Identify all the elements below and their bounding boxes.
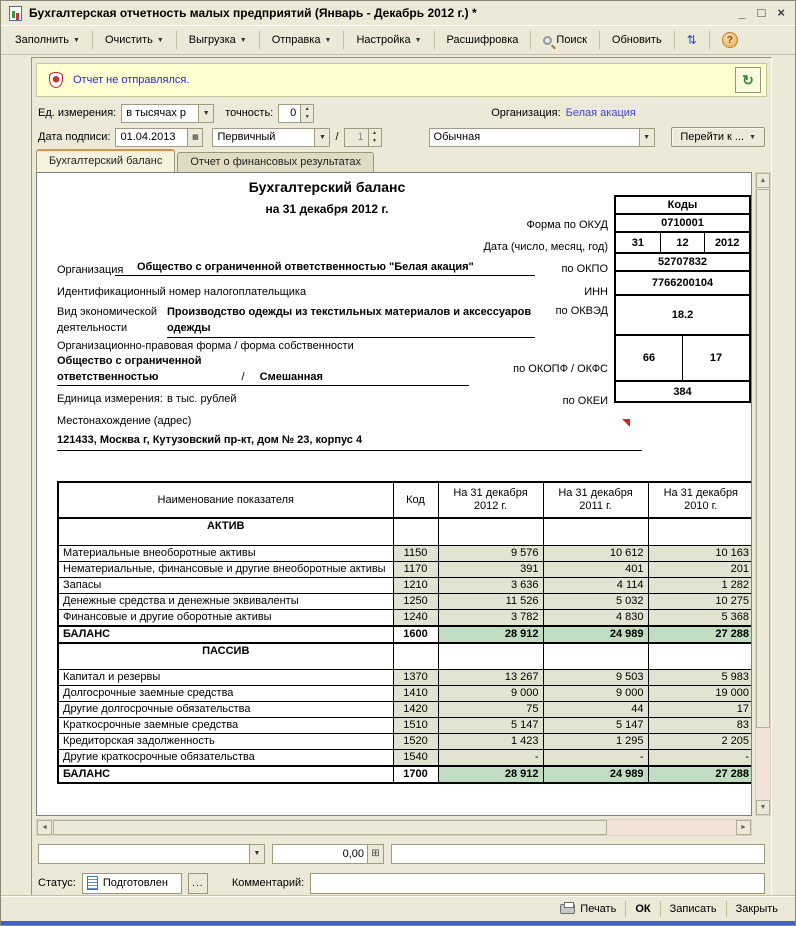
legal-form-value2: ответственностью <box>57 371 159 383</box>
bottom-button-bar <box>1 895 795 921</box>
clear-button[interactable]: Очистить ▼ <box>104 34 164 46</box>
chevron-down-icon: ▼ <box>414 36 422 44</box>
form-region <box>36 172 771 816</box>
refresh-button[interactable]: Обновить <box>611 34 662 46</box>
chevron-down-icon: ▼ <box>73 36 80 44</box>
cell-2010[interactable]: 83 <box>648 718 752 734</box>
balance-data-row <box>58 686 752 702</box>
report-status-emblem-icon <box>49 72 63 88</box>
tab-financial-results[interactable]: Отчет о финансовых результатах <box>177 152 374 172</box>
cell-2012[interactable]: 391 <box>438 561 543 577</box>
hscroll-region <box>36 819 771 836</box>
balance-table <box>57 481 752 784</box>
cell-2010[interactable]: 201 <box>648 561 752 577</box>
settings-button[interactable]: Настройка ▼ <box>356 34 422 46</box>
chevron-down-icon: ▼ <box>749 133 756 141</box>
print-button[interactable]: Печать <box>551 900 625 918</box>
cell-2010[interactable]: 19 000 <box>648 686 752 702</box>
decode-button[interactable]: Расшифровка <box>446 34 519 46</box>
unit-caption: Единица измерения: <box>57 393 163 405</box>
cell-2011[interactable]: 44 <box>543 702 648 718</box>
unit-value: в тыс. рублей <box>167 393 237 405</box>
date-day-cell[interactable]: 31 <box>631 236 644 249</box>
balance-data-row <box>58 718 752 734</box>
window-title: Бухгалтерская отчетность малых предприятий (Январь - Декабрь 2012 г.) * <box>29 6 477 20</box>
notification-text: Отчет не отправлялся. <box>73 74 190 86</box>
window-controls <box>738 6 785 20</box>
chevron-down-icon: ▼ <box>324 36 332 44</box>
help-icon: ? <box>722 32 738 48</box>
toolbar-separator <box>530 31 531 49</box>
org-caption: Организация <box>57 264 124 276</box>
cell-code[interactable]: 1250 <box>393 593 438 609</box>
cell-name: Краткосрочные заемные средства <box>58 718 393 734</box>
cell-2010: 27 288 <box>648 766 752 783</box>
cell-name: Материальные внеоборотные активы <box>58 545 393 561</box>
inn-label: ИНН <box>584 286 608 298</box>
okei-label: по ОКЕИ <box>562 395 608 407</box>
chevron-down-icon: ▼ <box>239 36 247 44</box>
slash-label: / <box>335 131 339 143</box>
scroll-up-icon[interactable]: ▲ <box>756 173 770 188</box>
bottom-select[interactable] <box>38 844 265 864</box>
cell-2012[interactable]: 5 147 <box>438 718 543 734</box>
minimize-icon[interactable]: _ <box>738 5 746 20</box>
cell-name: Нематериальные, финансовые и другие внеоборотные активы <box>58 561 393 577</box>
cell-code[interactable]: 1370 <box>393 670 438 686</box>
legal-form-line2[interactable] <box>57 371 469 386</box>
inn-caption: Идентификационный номер налогоплательщика <box>57 286 307 298</box>
header-code: Код <box>393 482 438 518</box>
date-code-cells <box>614 231 751 254</box>
spin-up-icon[interactable]: ▲ <box>301 105 313 114</box>
status-value: Подготовлен <box>102 877 168 889</box>
ownership-value: Смешанная <box>259 371 323 383</box>
variant-select[interactable]: Обычная ▼ <box>429 128 655 147</box>
balance-form <box>36 172 752 816</box>
params-row-1 <box>32 101 771 125</box>
calendar-icon[interactable]: ▦ <box>187 129 202 146</box>
chevron-down-icon[interactable]: ▼ <box>639 129 654 146</box>
comment-input[interactable] <box>310 873 765 894</box>
cell-2012[interactable]: 3 636 <box>438 577 543 593</box>
spin-down-icon: ▼ <box>369 137 381 146</box>
header-indicator: Наименование показателя <box>58 482 393 518</box>
okud-code-cell[interactable]: 0710001 <box>614 213 751 233</box>
search-button[interactable]: Поиск <box>535 29 594 51</box>
balance-data-row <box>58 577 752 593</box>
cell-2011 <box>543 518 648 545</box>
date-month-cell[interactable]: 12 <box>660 233 705 252</box>
cell-name: Денежные средства и денежные эквиваленты <box>58 593 393 609</box>
organization-link[interactable]: Белая акация <box>565 107 636 119</box>
organization-label: Организация: <box>491 107 561 119</box>
cell-code[interactable]: 1170 <box>393 561 438 577</box>
codes-box <box>614 195 751 403</box>
cell-2012[interactable]: 13 267 <box>438 670 543 686</box>
title-bar <box>1 1 795 25</box>
cell-2010[interactable]: 10 163 <box>648 545 752 561</box>
cell-name: БАЛАНС <box>58 766 393 783</box>
up-down-arrows-icon: ⇅ <box>686 33 697 47</box>
ok-button[interactable]: ОК <box>635 902 651 915</box>
refresh-icon: ↻ <box>742 71 754 88</box>
cell-2012[interactable]: 1 423 <box>438 734 543 750</box>
okpo-label: по ОКПО <box>561 263 608 275</box>
okpo-code-cell[interactable]: 52707832 <box>614 252 751 272</box>
balance-section-row <box>58 518 752 545</box>
cell-2012[interactable]: - <box>438 750 543 767</box>
notification-bar <box>36 63 767 97</box>
cell-code <box>393 518 438 545</box>
cell-2010[interactable]: 5 983 <box>648 670 752 686</box>
cell-code[interactable]: 1210 <box>393 577 438 593</box>
goto-button[interactable]: Перейти к ... ▼ <box>671 127 765 147</box>
cell-code[interactable]: 1540 <box>393 750 438 767</box>
legal-form-caption: Организационно-правовая форма / форма собственности <box>57 340 354 352</box>
inn-code-cell[interactable]: 7766200104 <box>614 270 751 296</box>
status-field[interactable] <box>82 873 182 894</box>
note-marker-icon <box>622 419 630 427</box>
form-subtitle: на 31 декабря 2012 г. <box>265 202 389 216</box>
codes-header: Коды <box>614 195 751 215</box>
header-2010: На 31 декабря 2010 г. <box>648 482 752 518</box>
cell-2012[interactable]: 11 526 <box>438 593 543 609</box>
cell-name: Другие долгосрочные обязательства <box>58 702 393 718</box>
cell-name: Капитал и резервы <box>58 670 393 686</box>
cell-2012[interactable]: 9 000 <box>438 686 543 702</box>
balance-data-row <box>58 609 752 626</box>
cell-2012 <box>438 643 543 670</box>
cell-2010 <box>648 518 752 545</box>
date-year-cell[interactable]: 2012 <box>704 233 749 252</box>
cell-2011[interactable]: - <box>543 750 648 767</box>
cell-2011[interactable]: 5 032 <box>543 593 648 609</box>
cell-2012: 28 912 <box>438 626 543 643</box>
window-bottom-edge <box>1 921 795 925</box>
cell-2011[interactable]: 401 <box>543 561 648 577</box>
okved-code-cell[interactable]: 18.2 <box>614 294 751 336</box>
address-caption: Местонахождение (адрес) <box>57 415 192 427</box>
toolbar-separator <box>176 31 177 49</box>
address-value[interactable]: 121433, Москва г, Кутузовский пр-кт, дом № 23, корпус 4 <box>57 434 642 451</box>
cell-2011: 24 989 <box>543 766 648 783</box>
cell-code: 1700 <box>393 766 438 783</box>
document-icon <box>87 876 98 890</box>
balance-total-row <box>58 626 752 643</box>
header-2012: На 31 декабря 2012 г. <box>438 482 543 518</box>
bottom-controls <box>38 843 765 864</box>
balance-total-row <box>58 766 752 783</box>
close-button[interactable]: Закрыть <box>735 902 778 915</box>
toolbar-separator <box>599 31 600 49</box>
okfs-cell[interactable]: 17 <box>682 336 749 380</box>
cell-name: Кредиторская задолженность <box>58 734 393 750</box>
activity-caption: Вид экономической деятельности <box>57 306 158 334</box>
cell-2012: 28 912 <box>438 766 543 783</box>
cell-2011[interactable]: 10 612 <box>543 545 648 561</box>
horizontal-scroll-thumb[interactable] <box>53 820 607 835</box>
save-button[interactable]: Записать <box>669 902 717 915</box>
toolbar-separator <box>259 31 260 49</box>
cell-2010[interactable]: 10 275 <box>648 593 752 609</box>
scroll-right-icon[interactable]: ► <box>736 820 751 835</box>
activity-value[interactable]: Производство одежды из текстильных материалов и аксессуаров одежды <box>167 304 535 338</box>
amount-field[interactable] <box>272 844 384 864</box>
vertical-scroll-track[interactable] <box>756 188 770 800</box>
toolbar-separator <box>709 31 710 49</box>
cell-2011[interactable]: 5 147 <box>543 718 648 734</box>
okopf-label: по ОКОПФ / ОКФС <box>513 363 608 375</box>
form-title: Бухгалтерский баланс <box>248 179 406 195</box>
cell-2010[interactable]: - <box>648 750 752 767</box>
unit-select[interactable]: в тысячах р ▼ <box>121 104 214 123</box>
sign-date-field[interactable]: 01.04.2013 ▦ <box>115 128 203 147</box>
cell-code <box>393 643 438 670</box>
cell-2010[interactable]: 1 282 <box>648 577 752 593</box>
cell-name: Финансовые и другие оборотные активы <box>58 609 393 626</box>
balance-data-row <box>58 545 752 561</box>
toolbar-separator <box>434 31 435 49</box>
calculator-icon[interactable]: ⊞ <box>367 845 383 863</box>
legal-form-line1[interactable]: Общество с ограниченной <box>57 355 202 367</box>
cell-2011[interactable]: 1 295 <box>543 734 648 750</box>
cell-name: АКТИВ <box>58 518 393 545</box>
cell-2011[interactable]: 9 503 <box>543 670 648 686</box>
cell-2011[interactable]: 4 830 <box>543 609 648 626</box>
status-row <box>38 872 765 894</box>
cell-name: ПАССИВ <box>58 643 393 670</box>
cell-code[interactable]: 1510 <box>393 718 438 734</box>
tab-strip <box>32 149 771 172</box>
scroll-left-icon[interactable]: ◄ <box>37 820 52 835</box>
cell-name: Запасы <box>58 577 393 593</box>
balance-data-row <box>58 734 752 750</box>
okei-code-cell[interactable]: 384 <box>614 380 751 403</box>
status-label: Статус: <box>38 877 76 889</box>
cell-code[interactable]: 1240 <box>393 609 438 626</box>
unit-label: Ед. измерения: <box>38 107 117 119</box>
cell-2012 <box>438 518 543 545</box>
cell-2010[interactable]: 2 205 <box>648 734 752 750</box>
refresh-status-button[interactable] <box>735 67 761 93</box>
date-label: Дата (число, месяц, год) <box>483 241 608 253</box>
cell-name: Долгосрочные заемные средства <box>58 686 393 702</box>
cell-name: БАЛАНС <box>58 626 393 643</box>
reorder-button[interactable] <box>679 29 705 51</box>
cell-2012[interactable]: 9 576 <box>438 545 543 561</box>
correction-number-stepper: 1 ▲ ▼ <box>344 128 382 147</box>
search-icon <box>543 36 552 45</box>
vertical-scroll-thumb[interactable] <box>756 189 770 728</box>
scroll-down-icon[interactable]: ▼ <box>756 800 770 815</box>
cell-code[interactable]: 1410 <box>393 686 438 702</box>
amount-value: 0,00 <box>342 847 364 860</box>
chevron-down-icon: ▼ <box>156 36 164 44</box>
balance-section-row <box>58 643 752 670</box>
header-2011: На 31 декабря 2011 г. <box>543 482 648 518</box>
bottom-text-input[interactable] <box>391 844 765 864</box>
send-button[interactable]: Отправка ▼ <box>271 34 332 46</box>
precision-stepper[interactable]: 0 ▲ ▼ <box>278 104 314 123</box>
horizontal-scrollbar <box>36 819 752 836</box>
report-kind-select[interactable]: Первичный ▼ <box>212 128 330 147</box>
cell-2010[interactable]: 17 <box>648 702 752 718</box>
fill-button[interactable]: Заполнить ▼ <box>15 34 80 46</box>
cell-2012[interactable]: 75 <box>438 702 543 718</box>
spin-down-icon[interactable]: ▼ <box>301 113 313 122</box>
cell-code[interactable]: 1520 <box>393 734 438 750</box>
balance-data-row <box>58 593 752 609</box>
chevron-down-icon[interactable]: ▼ <box>314 129 329 146</box>
client-area <box>31 57 772 897</box>
okved-label: по ОКВЭД <box>555 305 608 317</box>
spin-up-icon: ▲ <box>369 129 381 138</box>
report-window-icon <box>9 6 22 21</box>
balance-data-row <box>58 702 752 718</box>
comment-label: Комментарий: <box>231 877 305 889</box>
org-name-value[interactable]: Общество с ограниченной ответственностью "Белая акация" <box>115 261 535 276</box>
balance-data-row <box>58 750 752 767</box>
balance-header-row <box>58 482 752 518</box>
chevron-down-icon[interactable]: ▼ <box>249 845 264 863</box>
cell-2011 <box>543 643 648 670</box>
cell-name: Другие краткосрочные обязательства <box>58 750 393 767</box>
precision-label: точность: <box>225 107 274 119</box>
balance-data-row <box>58 670 752 686</box>
cell-2010 <box>648 643 752 670</box>
cell-2011: 24 989 <box>543 626 648 643</box>
cell-2011[interactable]: 9 000 <box>543 686 648 702</box>
export-button[interactable]: Выгрузка ▼ <box>188 34 247 46</box>
cell-code[interactable]: 1420 <box>393 702 438 718</box>
okopf-cell[interactable]: 66 <box>642 352 656 364</box>
toolbar-separator <box>343 31 344 49</box>
vertical-scrollbar <box>755 172 771 816</box>
balance-data-row <box>58 561 752 577</box>
cell-2010: 27 288 <box>648 626 752 643</box>
ownership-separator: / <box>241 371 245 383</box>
horizontal-scroll-track[interactable] <box>52 820 736 835</box>
cell-code: 1600 <box>393 626 438 643</box>
params-row-2 <box>32 125 771 149</box>
cell-code[interactable]: 1150 <box>393 545 438 561</box>
help-button[interactable] <box>714 29 746 51</box>
okopf-okfs-cells <box>614 334 751 382</box>
sign-date-label: Дата подписи: <box>38 131 111 143</box>
maximize-icon[interactable]: □ <box>757 5 766 20</box>
okud-label: Форма по ОКУД <box>526 219 608 231</box>
toolbar-separator <box>674 31 675 49</box>
printer-icon <box>560 904 575 914</box>
tab-balance-sheet[interactable]: Бухгалтерский баланс <box>36 149 175 172</box>
chevron-down-icon[interactable]: ▼ <box>198 105 213 122</box>
toolbar-separator <box>92 31 93 49</box>
cell-2012[interactable]: 3 782 <box>438 609 543 626</box>
cell-2010[interactable]: 5 368 <box>648 609 752 626</box>
main-toolbar <box>1 25 795 55</box>
cell-2011[interactable]: 4 114 <box>543 577 648 593</box>
close-icon[interactable]: × <box>777 5 785 20</box>
status-browse-button[interactable]: ... <box>188 873 208 894</box>
